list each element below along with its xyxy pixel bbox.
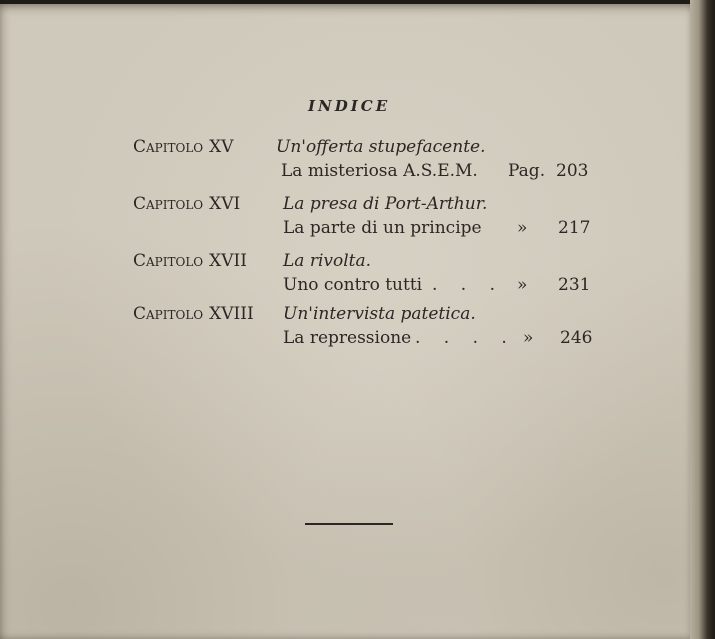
chapter-label [133,194,240,214]
toc-entry-xvi [0,194,698,244]
chapter-label [133,251,247,271]
chapter-title: La rivolta. [283,251,372,271]
leader-dots: . . . . [415,328,516,348]
page-number: 246 [560,328,593,348]
chapter-title: Un'intervista patetica. [283,304,476,324]
chapter-number: XVII [209,251,247,271]
toc-entry-xviii [0,304,698,354]
chapter-subtitle: La repressione [283,328,412,348]
toc-entry-xv [0,137,698,187]
chapter-title: Un'offerta stupefacente. [276,137,486,157]
chapter-label [133,137,234,157]
page-top-edge [0,0,698,4]
toc-entry-xvii [0,251,698,301]
chapter-word: Capitolo [133,137,204,157]
page-marker: » [517,275,528,295]
chapter-number: XV [209,137,234,157]
chapter-word: Capitolo [133,251,204,271]
page-number: 231 [558,275,591,295]
chapter-subtitle: La misteriosa A.S.E.M. [281,161,478,181]
end-rule [305,523,393,525]
chapter-word: Capitolo [133,304,204,324]
chapter-title: La presa di Port-Arthur. [283,194,488,214]
chapter-subtitle: La parte di un principe [283,218,482,238]
chapter-subtitle: Uno contro tutti [283,275,423,295]
index-heading: INDICE [308,97,391,115]
page-marker: » [523,328,534,348]
page-marker: » [517,218,528,238]
page-right-edge [690,0,715,639]
chapter-number: XVI [209,194,241,214]
page-marker: Pag. [508,161,546,181]
chapter-label [133,304,254,324]
chapter-number: XVIII [209,304,254,324]
leader-dots: . . . [432,275,505,295]
page-number: 217 [558,218,591,238]
page-number: 203 [556,161,589,181]
chapter-word: Capitolo [133,194,204,214]
